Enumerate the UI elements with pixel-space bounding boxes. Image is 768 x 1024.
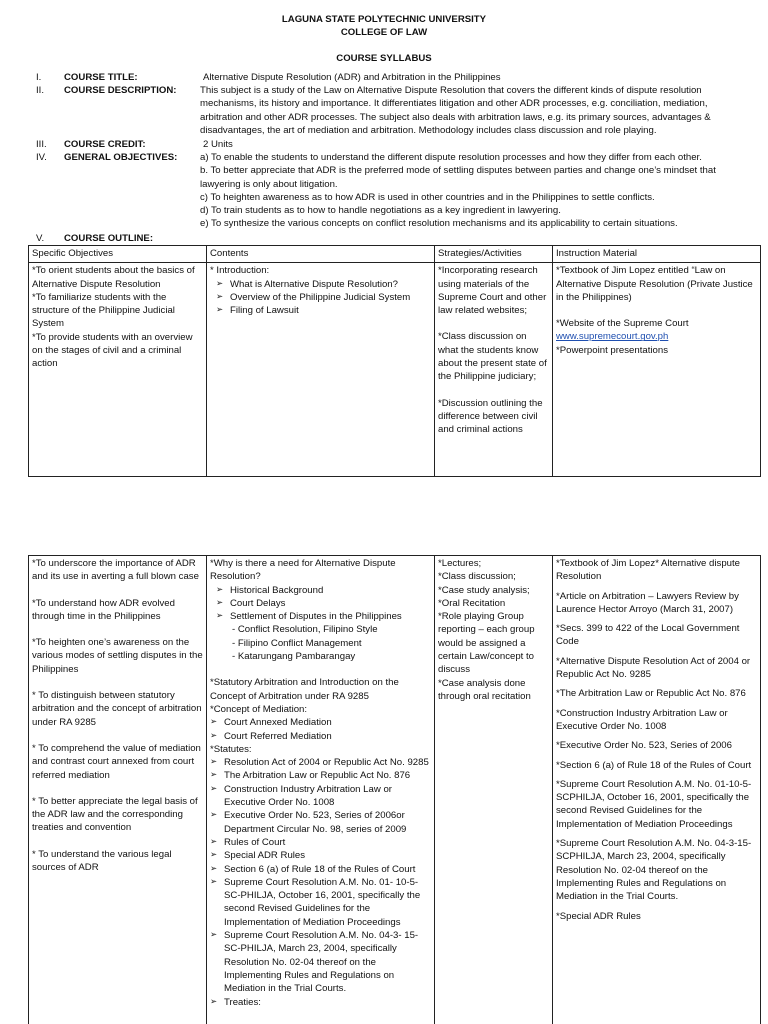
list-item: ➢ Settlement of Disputes in the Philippines bbox=[216, 610, 431, 623]
section-number: II. bbox=[36, 85, 44, 96]
objective-text: *To heighten one’s awareness on the various modes of settling disputes in the Philippines bbox=[32, 637, 203, 675]
strategy-text: *Oral Recitation bbox=[438, 597, 506, 609]
material-text: *Executive Order No. 523, Series of 2006 bbox=[556, 740, 732, 752]
material-text: *Article on Arbitration – Lawyers Review by Laurence Hector Arroyo (March 31, 2007) bbox=[556, 590, 739, 615]
column-header: Instruction Material bbox=[553, 246, 761, 263]
course-description-value: This subject is a study of the Law on Alternative Dispute Resolution that covers the different kinds of dispute resolution mechanisms, its history and importance. It differentiates litigation and other ADR processes, e.g. conciliation, mediation, arbitration and other ADR processes. The subject also deals with arbitration laws, e.g. its primary sources, advantages & disadvantages, the art of mediation and arbitration. Methodology includes class discussion and role playing. bbox=[200, 85, 711, 136]
college-name: COLLEGE OF LAW bbox=[340, 27, 428, 38]
list-item: ➢ Special ADR Rules bbox=[210, 849, 431, 862]
list-item: ➢ Section 6 (a) of Rule 18 of the Rules of Court bbox=[210, 863, 431, 876]
list-item: ➢ Executive Order No. 523, Series of 2006or Department Circular No. 98, series of 2009 bbox=[210, 809, 431, 836]
section-label: COURSE DESCRIPTION: bbox=[64, 85, 177, 96]
mediation-list bbox=[210, 716, 431, 743]
section-label: COURSE CREDIT: bbox=[64, 139, 146, 150]
column-header: Specific Objectives bbox=[29, 246, 207, 263]
list-item: ➢ The Arbitration Law or Republic Act No. 876 bbox=[210, 769, 431, 782]
objective-item: e) To synthesize the various concepts on conflict resolution mechanisms and its applicability to certain situations. bbox=[200, 218, 678, 230]
statutes-list bbox=[210, 756, 431, 1009]
contents-heading: *Why is there a need for Alternative Dispute Resolution? bbox=[210, 558, 396, 583]
objective-item: c) To heighten awareness as to how ADR is used in other countries and in the Philippines to settle conflicts. bbox=[200, 191, 655, 203]
material-text: *Textbook of Jim Lopez entitled “Law on Alternative Dispute Resolution (Private Justice in the Philippines) bbox=[556, 265, 753, 303]
sub-item: - Filipino Conflict Management bbox=[232, 637, 362, 649]
objective-text: *To provide students with an overview on the stages of civil and a criminal action bbox=[32, 331, 193, 370]
strategy-text: *Role playing Group reporting – each group would be assigned a certain Law/concept to discuss bbox=[438, 611, 535, 676]
objective-item: a) To enable the students to understand the different dispute resolution processes and how they differ from each other. bbox=[200, 152, 702, 163]
material-text: *The Arbitration Law or Republic Act No. 876 bbox=[556, 688, 746, 700]
course-outline-table bbox=[28, 245, 761, 477]
objective-text: *To familiarize students with the structure of the Philippine Judicial System bbox=[32, 291, 175, 330]
contents-list bbox=[210, 584, 431, 624]
objective-item: d) To train students as to how to handle negotiations as a key ingredient in lawyering. bbox=[200, 205, 561, 217]
material-text: *Supreme Court Resolution A.M. No. 04-3-15-SCPHILJA, March 23, 2004, specifically Resolution No. 02-04 thereof on the Implementing Rules and Regulations on Mediation in the Trial Courts. bbox=[556, 838, 752, 903]
material-text: *Powerpoint presentations bbox=[556, 344, 668, 356]
objective-text: *To underscore the importance of ADR and its use in averting a full blown case bbox=[32, 558, 199, 583]
list-item: ➢ Construction Industry Arbitration Law or Executive Order No. 1008 bbox=[210, 783, 431, 810]
column-header: Contents bbox=[207, 246, 435, 263]
list-item: ➢ Supreme Court Resolution A.M. No. 01- 10-5-SC-PHILJA, October 16, 2001, specifically the second Revised Guidelines for the Implementation of Mediation Proceedings bbox=[210, 876, 431, 929]
contents-cell bbox=[207, 263, 435, 477]
list-item: ➢ Court Referred Mediation bbox=[210, 730, 431, 743]
document-title: COURSE SYLLABUS bbox=[336, 53, 432, 64]
materials-cell bbox=[553, 556, 761, 1024]
contents-heading: *Statutes: bbox=[210, 743, 252, 755]
list-item: ➢ Filing of Lawsuit bbox=[216, 304, 431, 317]
material-text: *Special ADR Rules bbox=[556, 910, 641, 922]
objective-text: *To understand how ADR evolved through time in the Philippines bbox=[32, 597, 175, 622]
objective-text: *To orient students about the basics of Alternative Dispute Resolution bbox=[32, 265, 195, 290]
list-item: ➢ Historical Background bbox=[216, 584, 431, 597]
section-label: COURSE OUTLINE: bbox=[64, 233, 154, 244]
material-text: *Secs. 399 to 422 of the Local Government Code bbox=[556, 623, 740, 648]
contents-cell bbox=[207, 556, 435, 1024]
strategy-text: *Class discussion on what the students know about the present state of the Philippine judiciary; bbox=[438, 331, 547, 383]
sub-item: - Katarungang Pambarangay bbox=[232, 651, 356, 663]
contents-heading: *Statutory Arbitration and Introduction on the Concept of Arbitration under RA 9285 bbox=[210, 677, 399, 702]
strategy-text: *Lectures; bbox=[438, 558, 482, 569]
specific-objectives-cell bbox=[29, 556, 207, 1024]
list-item: ➢ Court Delays bbox=[216, 597, 431, 610]
objective-text: * To distinguish between statutory arbitration and the concept of arbitration under RA 9285 bbox=[32, 690, 202, 728]
strategy-text: *Incorporating research using materials of the Supreme Court and other law related websites; bbox=[438, 265, 547, 317]
objective-text: * To comprehend the value of mediation and contrast court annexed from court referred mediation bbox=[32, 742, 201, 781]
sub-item: - Conflict Resolution, Filipino Style bbox=[232, 624, 378, 636]
material-text: *Alternative Dispute Resolution Act of 2004 or Republic Act No. 9285 bbox=[556, 655, 751, 681]
table-header-row bbox=[29, 246, 761, 263]
section-label: COURSE TITLE: bbox=[64, 72, 138, 83]
material-text: *Textbook of Jim Lopez* Alternative dispute Resolution bbox=[556, 558, 740, 583]
list-item: ➢ What is Alternative Dispute Resolution? bbox=[216, 278, 431, 291]
column-header: Strategies/Activities bbox=[435, 246, 553, 263]
course-outline-table-continued bbox=[28, 555, 761, 1024]
section-label: GENERAL OBJECTIVES: bbox=[64, 152, 178, 163]
materials-cell bbox=[553, 263, 761, 477]
strategy-text: *Class discussion; bbox=[438, 571, 516, 583]
contents-list bbox=[210, 278, 431, 318]
section-number: IV. bbox=[36, 152, 47, 163]
list-item: ➢ Rules of Court bbox=[210, 836, 431, 849]
material-text: *Website of the Supreme Court bbox=[556, 318, 689, 330]
table-row bbox=[29, 263, 761, 477]
course-credit-value: 2 Units bbox=[203, 139, 233, 150]
objective-item: b. To better appreciate that ADR is the preferred mode of settling disputes between parties and change one’s mindset that lawyering is only about litigation. bbox=[200, 165, 716, 190]
contents-heading: *Concept of Mediation: bbox=[210, 703, 308, 715]
material-text: *Supreme Court Resolution A.M. No. 01-10-5-SCPHILJA, October 16, 2001, specifically the second Revised Guidelines for the Implementation of Mediation Proceedings bbox=[556, 778, 752, 830]
strategy-text: *Case study analysis; bbox=[438, 584, 530, 596]
specific-objectives-cell bbox=[29, 263, 207, 477]
list-item: ➢ Supreme Court Resolution A.M. No. 04-3- 15-SC-PHILJA, March 23, 2004, specifically Resolution No. 02-04 thereof on the Implementing Rules and Regulations on Mediation in the Trial Courts. bbox=[210, 929, 431, 995]
strategies-cell bbox=[435, 556, 553, 1024]
section-number: V. bbox=[36, 233, 45, 244]
contents-heading: * Introduction: bbox=[210, 265, 270, 277]
objective-text: * To understand the various legal sources of ADR bbox=[32, 848, 172, 874]
strategies-cell bbox=[435, 263, 553, 477]
objective-text: * To better appreciate the legal basis of the ADR law and the corresponding treaties and convention bbox=[32, 795, 198, 834]
university-name: LAGUNA STATE POLYTECHNIC UNIVERSITY bbox=[281, 14, 487, 25]
strategy-text: *Case analysis done through oral recitation bbox=[438, 677, 531, 702]
material-text: *Section 6 (a) of Rule 18 of the Rules of Court bbox=[556, 759, 752, 771]
section-number: III. bbox=[36, 139, 47, 150]
list-item: ➢ Court Annexed Mediation bbox=[210, 716, 431, 729]
list-item: ➢ Overview of the Philippine Judicial System bbox=[216, 291, 431, 304]
course-title-value: Alternative Dispute Resolution (ADR) and Arbitration in the Philippines bbox=[203, 72, 501, 83]
section-number: I. bbox=[36, 72, 42, 83]
list-item: ➢ Resolution Act of 2004 or Republic Act No. 9285 bbox=[210, 756, 431, 769]
table-row bbox=[29, 556, 761, 1024]
objectives-list bbox=[200, 151, 748, 231]
strategy-text: *Discussion outlining the difference between civil and criminal actions bbox=[438, 397, 543, 436]
list-item: ➢ Treaties: bbox=[210, 996, 431, 1009]
material-text: *Construction Industry Arbitration Law or Executive Order No. 1008 bbox=[556, 707, 728, 732]
supreme-court-link[interactable]: www.supremecourt.gov.ph bbox=[556, 331, 669, 343]
